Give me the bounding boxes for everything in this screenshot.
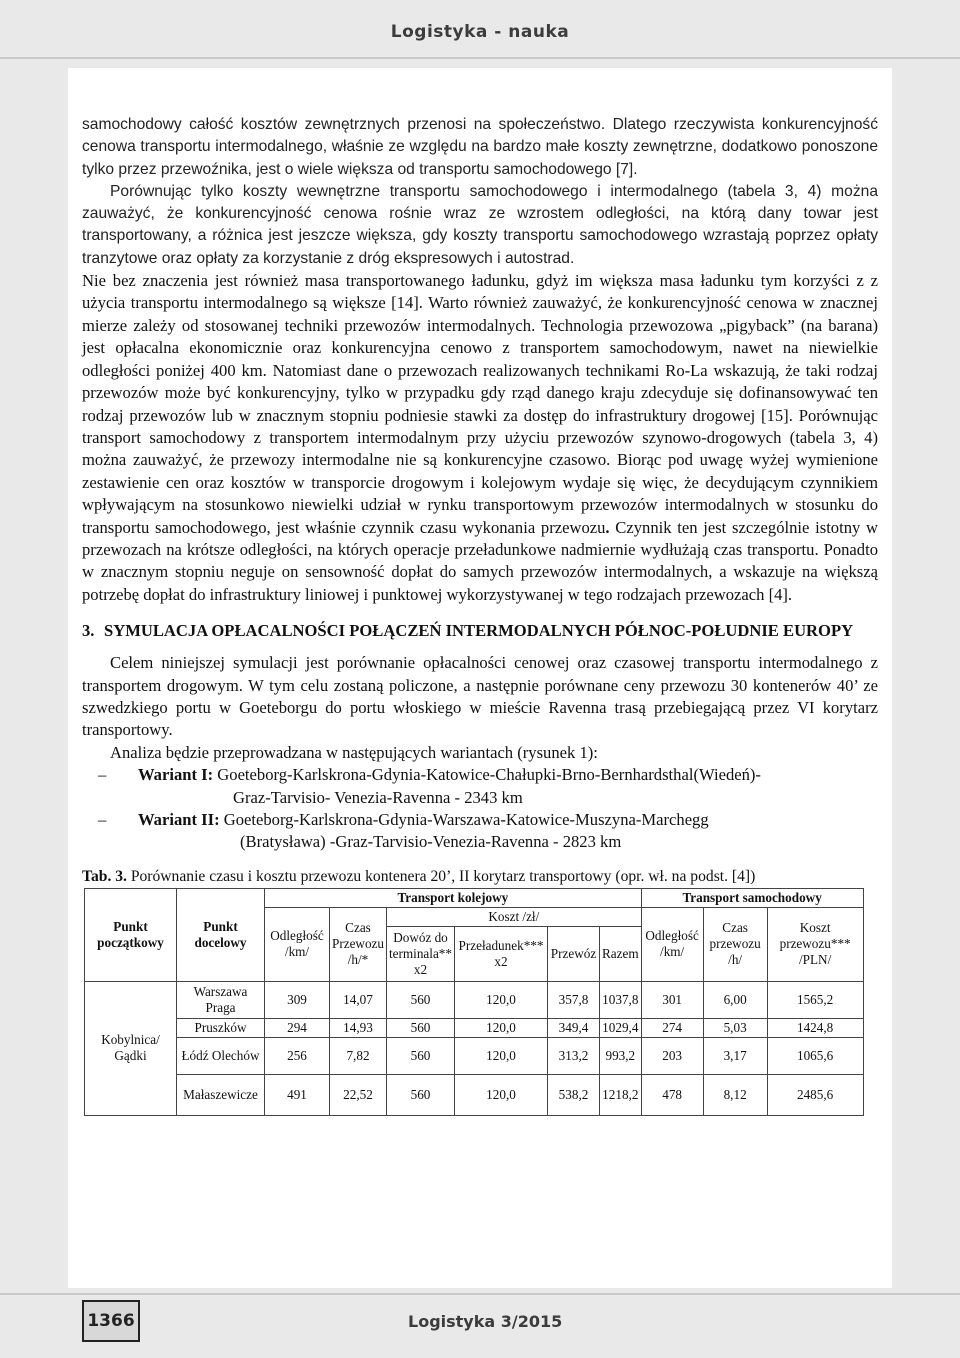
header-rail-transport: Transport kolejowy bbox=[265, 888, 642, 907]
page-number: 1366 bbox=[82, 1300, 140, 1342]
header-total: Razem bbox=[600, 926, 642, 981]
section-title: SYMULACJA OPŁACALNOŚCI POŁĄCZEŃ INTERMODALNYCH PÓŁNOC-POŁUDNIE EUROPY bbox=[104, 621, 854, 641]
table-cell: 14,07 bbox=[330, 981, 387, 1018]
table-cell: 294 bbox=[265, 1018, 330, 1037]
table-cell: 120,0 bbox=[455, 1037, 548, 1074]
table-cell: 993,2 bbox=[600, 1037, 642, 1074]
table-cell: Pruszków bbox=[177, 1018, 265, 1037]
table-row bbox=[85, 981, 864, 1018]
header-road-cost: Koszt przewozu*** /PLN/ bbox=[767, 907, 863, 981]
variant-route-line1: Goeteborg-Karlskrona-Gdynia-Katowice-Chałupki-Brno-Bernhardsthal(Wiedeń)- bbox=[213, 765, 761, 785]
footer-journal-issue: Logistyka 3/2015 bbox=[408, 1312, 563, 1331]
header-road-time: Czas przewozu /h/ bbox=[703, 907, 767, 981]
table-cell: 491 bbox=[265, 1074, 330, 1115]
paragraph-2a: Porównując tylko koszty wewnętrzne transportu samochodowego i intermodalnego (tabela 3, 4) można zauważyć, że konkurencyjność cenowa rośnie wraz ze wzrostem odległości, na którą dany towar jest transportowany, a różnica jest jeszcze większa, gdy koszty transportu samochodowego wzrastają poprzez opłaty tranzytowe oraz opłaty za korzystanie z dróg ekspresowych i autostrad. bbox=[82, 182, 878, 267]
table-cell: 22,52 bbox=[330, 1074, 387, 1115]
comparison-table bbox=[84, 888, 864, 1116]
variant-route-line2: (Bratysława) -Graz-Tarvisio-Venezia-Ravenna - 2823 km bbox=[240, 832, 622, 852]
table-cell: 357,8 bbox=[548, 981, 600, 1018]
header-rail-distance: Odległość /km/ bbox=[265, 907, 330, 981]
header-start-point: Punkt początkowy bbox=[85, 888, 177, 981]
header-delivery: Dowóz do terminala** x2 bbox=[387, 926, 455, 981]
table-cell: 1424,8 bbox=[767, 1018, 863, 1037]
paragraph-2c: Czynnik ten jest szczególnie istotny w przewozach na krótsze odległości, na których operacje przeładunkowe nadmiernie wydłużają czas transportu. Ponadto w znacznym stopniu neguje on sensowność dopłat do samych przewozów intermodalnych, a wskazuje na większą potrzebę dopłat do infrastruktury liniowej i punktowej wykorzystywanej w tego rodzajach przewozach [4]. bbox=[82, 517, 879, 604]
table-cell: 1065,6 bbox=[767, 1037, 863, 1074]
table-cell: 7,82 bbox=[330, 1037, 387, 1074]
header-road-distance: Odległość /km/ bbox=[641, 907, 703, 981]
header-rule bbox=[0, 57, 960, 59]
variant-route-line1: Goeteborg-Karlskrona-Gdynia-Warszawa-Katowice-Muszyna-Marchegg bbox=[219, 810, 709, 830]
variant-dash: – bbox=[98, 810, 107, 830]
variant-2 bbox=[82, 809, 878, 854]
paragraph-3: Celem niniejszej symulacji jest porównanie opłacalności cenowej oraz czasowej transportu intermodalnego z transportem drogowym. W tym celu zostaną policzone, a następnie porównane ceny przewozu 30 kontenerów 40’ ze szwedzkiego portu w Goeteborgu do portu włoskiego w mieście Ravenna trasą przebiegającą przez VI korytarz transportowy. bbox=[82, 653, 878, 740]
variant-label: Wariant I: bbox=[138, 765, 214, 785]
table-cell: 560 bbox=[387, 981, 455, 1018]
table-cell: 14,93 bbox=[330, 1018, 387, 1037]
table-cell: 560 bbox=[387, 1037, 455, 1074]
header-destination: Punkt docelowy bbox=[177, 888, 265, 981]
header-rail-time: Czas Przewozu /h/* bbox=[330, 907, 387, 981]
table-cell: 5,03 bbox=[703, 1018, 767, 1037]
table-cell: 478 bbox=[641, 1074, 703, 1115]
variant-dash: – bbox=[98, 765, 107, 785]
table-cell: 309 bbox=[265, 981, 330, 1018]
paragraph-2-bold-dot: . bbox=[605, 517, 610, 537]
paragraph-2 bbox=[82, 270, 878, 606]
header-transshipment: Przeładunek*** x2 bbox=[455, 926, 548, 981]
table-cell: 3,17 bbox=[703, 1037, 767, 1074]
table-cell: 256 bbox=[265, 1037, 330, 1074]
table-header-row bbox=[85, 888, 864, 907]
page-content bbox=[68, 68, 892, 1288]
table-cell: 313,2 bbox=[548, 1037, 600, 1074]
variant-1 bbox=[82, 764, 878, 809]
paragraph-1: samochodowy całość kosztów zewnętrznych przenosi na społeczeństwo. Dlatego rzeczywista konkurencyjność cenowa transportu intermodalnego, właśnie ze względu na bardzo małe koszty zewnętrzne, dodatkowo ponoszone tylko przez przewoźnika, jest o wiele większa od transportu samochodowego [7]. bbox=[82, 116, 878, 178]
table-cell: 538,2 bbox=[548, 1074, 600, 1115]
header-cost: Koszt /zł/ bbox=[387, 907, 642, 926]
table-caption-label: Tab. 3. bbox=[82, 867, 127, 885]
table-row bbox=[85, 1018, 864, 1037]
table-cell: 120,0 bbox=[455, 1018, 548, 1037]
header-carriage: Przewóz bbox=[548, 926, 600, 981]
section-heading bbox=[82, 620, 878, 642]
paragraph-2b: Nie bez znaczenia jest również masa transportowanego ładunku, gdyż im większa masa ładunku tym korzyści z z użycia transportu intermodalnego są większe [14]. Warto również zauważyć, że konkurencyjność cenowa w znacznej mierze zależy od stosowanej techniki przewozów intermodalnych. Technologia przewozowa „pigyback” (na barana) jest opłacalna ekonomicznie oraz konkurencyjna cenowo z transportem samochodowym, nawet na niewielkie odległości poniżej 400 km. Natomiast dane o przewozach realizowanych technikami Ro-La wskazują, że taki rodzaj przewozów może być konkurencyjny, tylko w przypadku gdy rząd danego kraju zdecyduje się dofinansowywać ten rodzaj przewozów lub w znacznym stopniu podniesie stawki za dostęp do infrastruktury drogowej [15]. Porównując transport samochodowy z transportem intermodalnym przy użyciu przewozów szynowo-drogowych (tabela 3, 4) można zauważyć, że przewozy intermodalne nie są konkurencyjne czasowo. Biorąc pod uwagę wyżej wymienione zestawienie cen oraz kosztów w transporcie drogowym i kolejowym wydaje się więc, że decydującym czynnikiem wpływającym na stosunkowo niewielki udział w rynku transportowym przewozów intermodalnych w stosunku do transportu samochodowego, jest właśnie czynnik czasu wykonania przewozu bbox=[82, 271, 878, 537]
table-cell: 301 bbox=[641, 981, 703, 1018]
paragraph-4: Analiza będzie przeprowadzana w następujących wariantach (rysunek 1): bbox=[110, 742, 598, 762]
table-cell: 120,0 bbox=[455, 1074, 548, 1115]
table-row bbox=[85, 1074, 864, 1115]
table-caption-text: Porównanie czasu i kosztu przewozu kontenera 20’, II korytarz transportowy (opr. wł. na podst. [4]) bbox=[126, 867, 756, 885]
table-cell: 120,0 bbox=[455, 981, 548, 1018]
table-cell: 2485,6 bbox=[767, 1074, 863, 1115]
section-number: 3. bbox=[82, 621, 95, 641]
variant-label: Wariant II: bbox=[138, 810, 220, 830]
table-cell: 274 bbox=[641, 1018, 703, 1037]
table-cell: 1565,2 bbox=[767, 981, 863, 1018]
table-cell: Warszawa Praga bbox=[177, 981, 265, 1018]
table-cell: 8,12 bbox=[703, 1074, 767, 1115]
table-cell: 560 bbox=[387, 1018, 455, 1037]
table-row bbox=[85, 1037, 864, 1074]
table-cell: 1037,8 bbox=[600, 981, 642, 1018]
footer-rule bbox=[0, 1293, 960, 1295]
journal-header-title: Logistyka - nauka bbox=[390, 22, 570, 42]
table-cell: 1218,2 bbox=[600, 1074, 642, 1115]
variant-route-line2: Graz-Tarvisio- Venezia-Ravenna - 2343 km bbox=[233, 787, 523, 807]
table-cell: 560 bbox=[387, 1074, 455, 1115]
table-cell: 203 bbox=[641, 1037, 703, 1074]
variant-text bbox=[138, 809, 878, 854]
table-cell: 1029,4 bbox=[600, 1018, 642, 1037]
variant-text bbox=[138, 764, 878, 809]
table-cell: 349,4 bbox=[548, 1018, 600, 1037]
start-point-cell: Kobylnica/ Gądki bbox=[85, 981, 177, 1115]
table-cell: 6,00 bbox=[703, 981, 767, 1018]
table-caption bbox=[82, 868, 878, 886]
table-cell: Łódź Olechów bbox=[177, 1037, 265, 1074]
header-road-transport: Transport samochodowy bbox=[641, 888, 863, 907]
table-cell: Małaszewicze bbox=[177, 1074, 265, 1115]
